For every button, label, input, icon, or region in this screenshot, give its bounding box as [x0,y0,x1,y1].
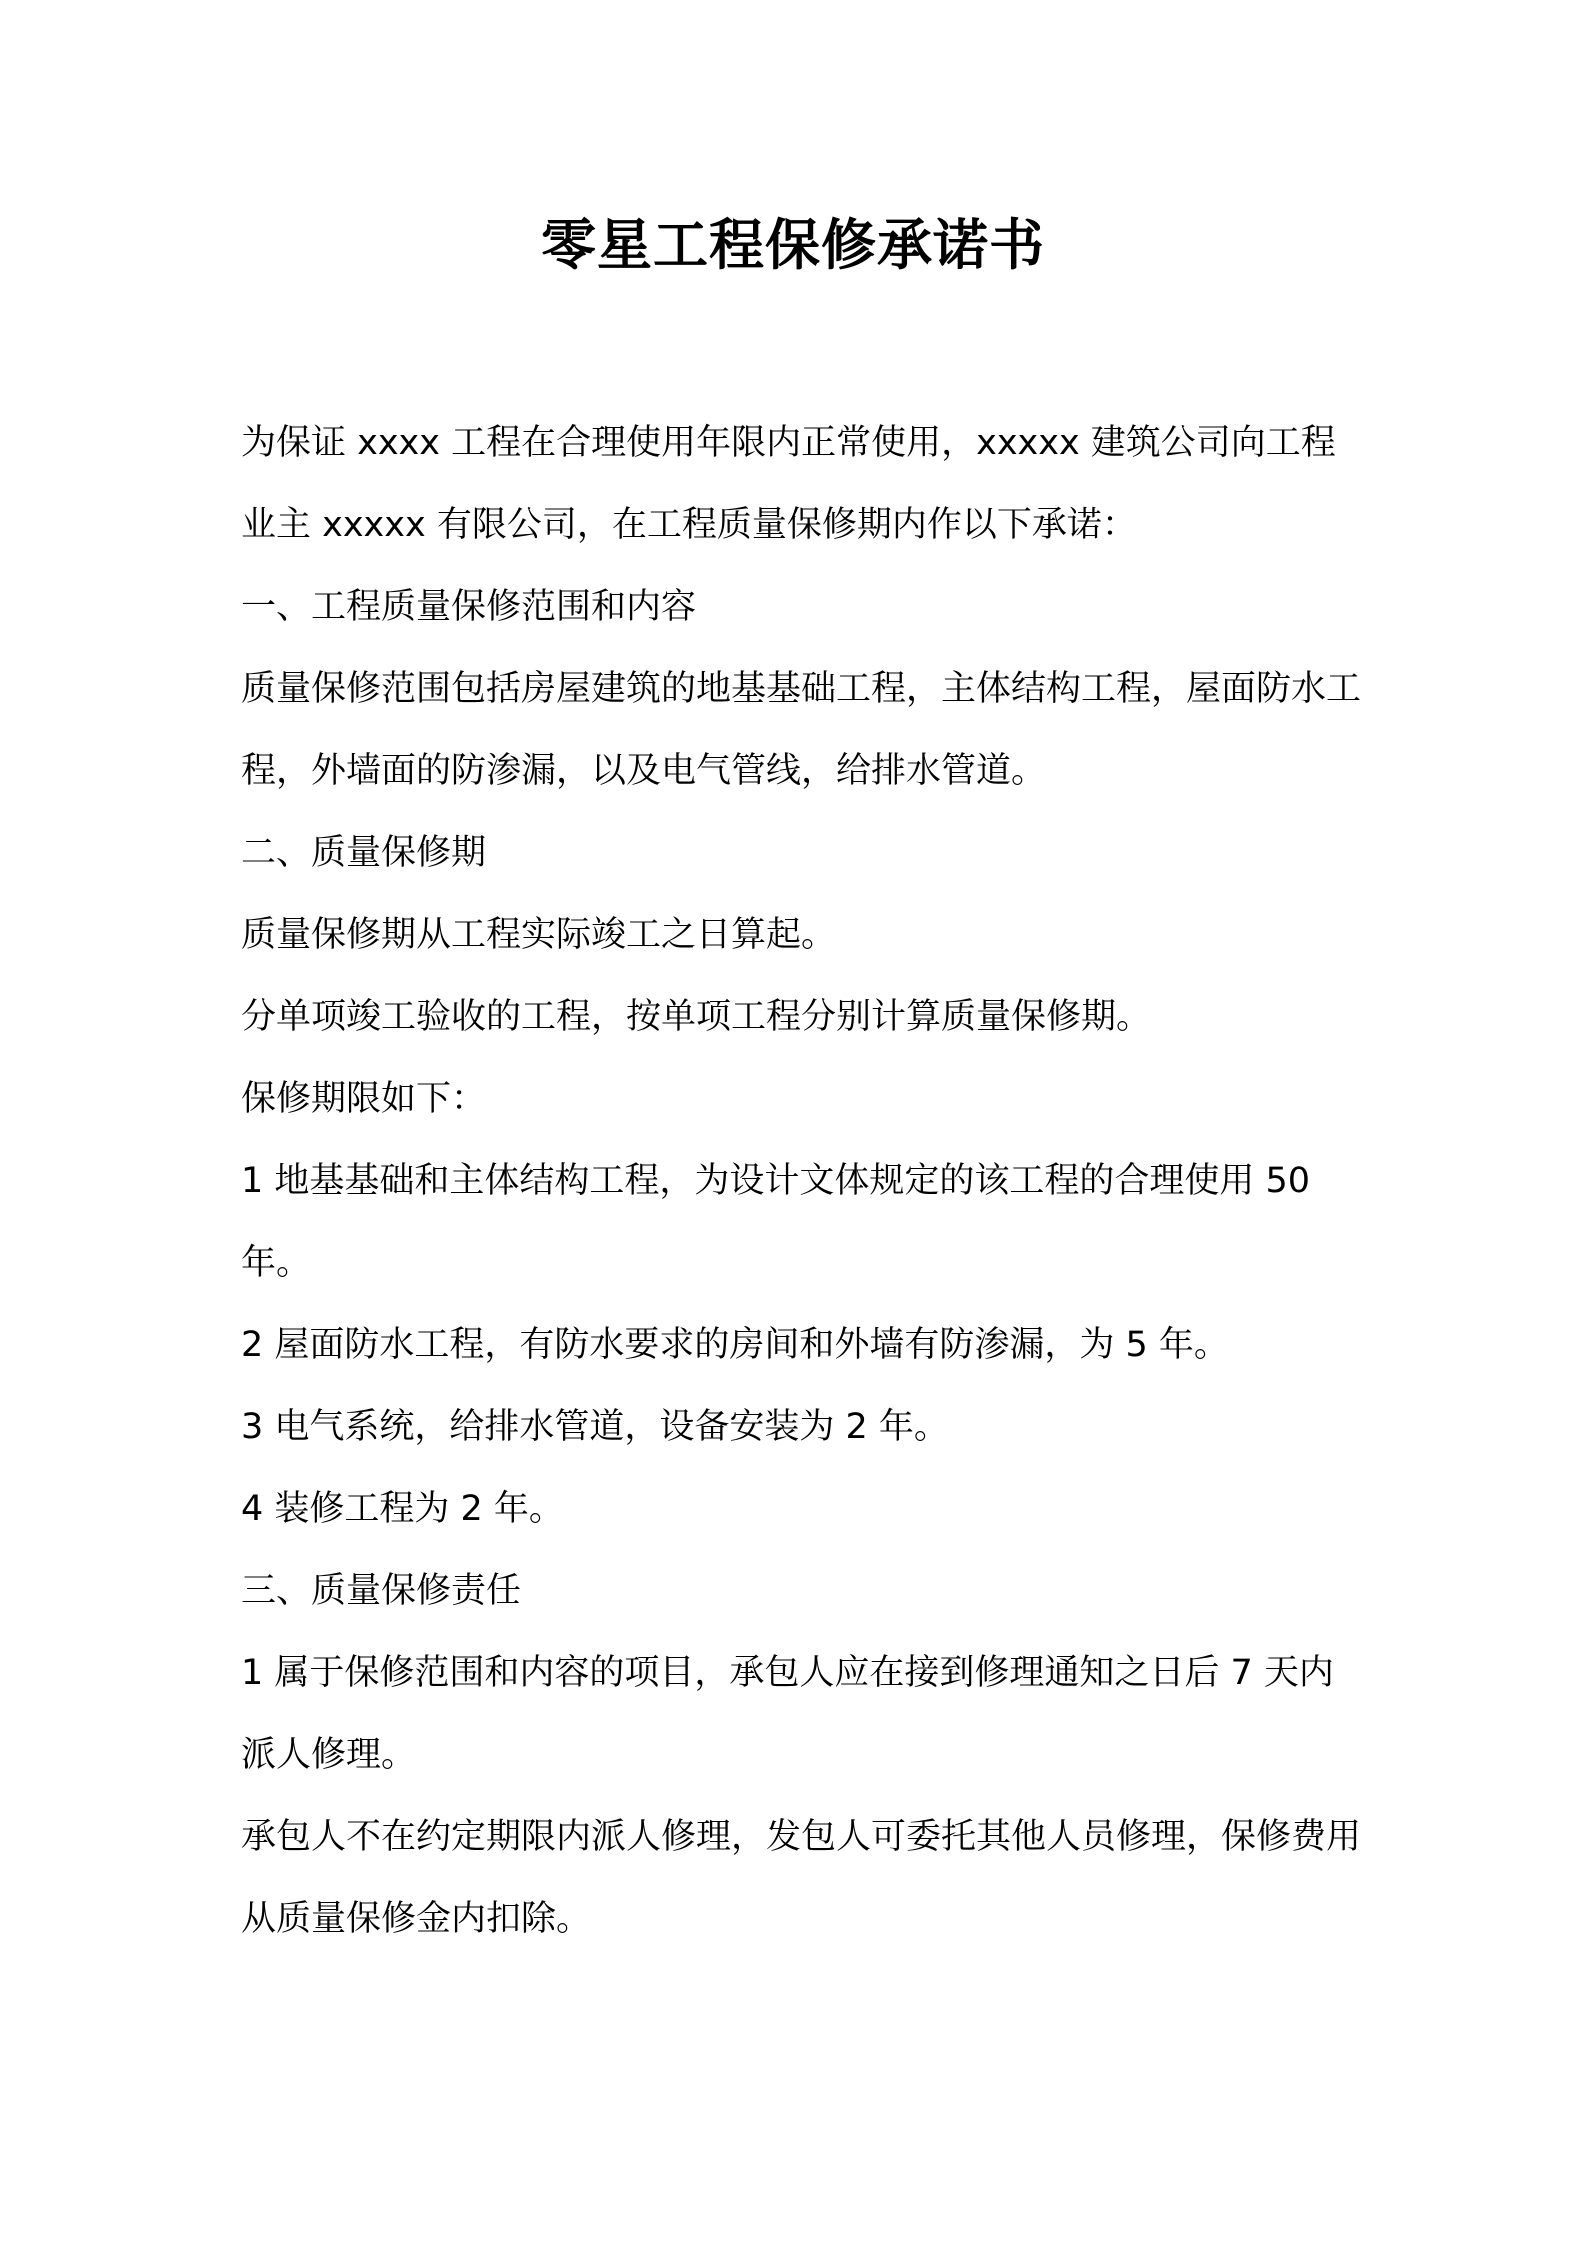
document-title: 零星工程保修承诺书 [540,213,1045,277]
document-body [241,402,1361,1960]
period-item-4: 4 装修工程为 2 年。 [241,1489,564,1529]
section-heading-period: 二、质量保修期 [241,833,487,873]
duty-item-1: 1 属于保修范围和内容的项目，承包人应在接到修理通知之日后 7 天内派人修理。 [241,1653,1334,1775]
period-item-2: 2 屋面防水工程，有防水要求的房间和外墙有防渗漏，为 5 年。 [241,1325,1229,1365]
period-item-3: 3 电气系统，给排水管道，设备安装为 2 年。 [241,1407,949,1447]
section-heading-scope: 一、工程质量保修范围和内容 [241,587,697,627]
section-heading-duty: 三、质量保修责任 [241,1571,522,1611]
period-start-paragraph: 质量保修期从工程实际竣工之日算起。 [241,915,837,955]
intro-paragraph: 为保证 xxxx 工程在合理使用年限内正常使用，xxxxx 建筑公司向工程业主 xxxxx 有限公司，在工程质量保修期内作以下承诺： [241,423,1336,545]
period-intro-paragraph: 保修期限如下： [241,1079,487,1119]
period-item-1: 1 地基基础和主体结构工程，为设计文体规定的该工程的合理使用 50 年。 [241,1161,1311,1283]
period-separate-paragraph: 分单项竣工验收的工程，按单项工程分别计算质量保修期。 [241,997,1152,1037]
duty-item-2: 承包人不在约定期限内派人修理，发包人可委托其他人员修理，保修费用从质量保修金内扣除。 [241,1817,1362,1939]
scope-paragraph: 质量保修范围包括房屋建筑的地基基础工程，主体结构工程，屋面防水工程，外墙面的防渗漏，以及电气管线，给排水管道。 [241,669,1362,791]
